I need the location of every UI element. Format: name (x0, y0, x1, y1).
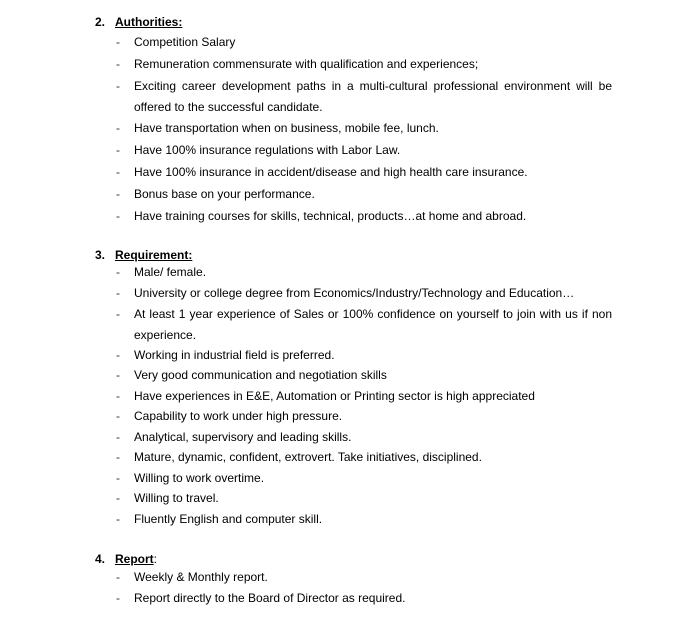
bullet-dash: - (116, 450, 120, 464)
list-item (116, 184, 612, 205)
list-item (116, 118, 612, 139)
bullet-dash: - (116, 35, 120, 49)
list-item-text: Willing to travel. (134, 491, 219, 505)
list-item-text: University or college degree from Economics/Industry/Technology and Education… (134, 286, 575, 300)
list-item-text: Exciting career development paths in a multi-cultural professional environment will be offered to the successful candidate. (134, 79, 612, 114)
list-item (116, 468, 612, 489)
list-item (116, 345, 612, 366)
section-title: Report (115, 552, 154, 566)
list-item (116, 386, 612, 407)
list-item-text: Mature, dynamic, confident, extrovert. Take initiatives, disciplined. (134, 450, 482, 464)
list-item-text: Competition Salary (134, 35, 236, 49)
section-number: 2. (95, 15, 106, 29)
bullet-dash: - (116, 79, 120, 93)
bullet-dash: - (116, 187, 120, 201)
list-item-text: Have transportation when on business, mobile fee, lunch. (134, 121, 439, 135)
bullet-dash: - (116, 265, 120, 279)
list-item-text: Have 100% insurance regulations with Labor Law. (134, 143, 401, 157)
bullet-dash: - (116, 348, 120, 362)
list-item-text: Weekly & Monthly report. (134, 570, 268, 584)
bullet-dash: - (116, 57, 120, 71)
section-title-colon: : (153, 552, 158, 566)
list-item (116, 588, 612, 609)
section-number: 3. (95, 248, 106, 262)
list-item-text: Capability to work under high pressure. (134, 409, 343, 423)
list-item-text: Analytical, supervisory and leading skills. (134, 430, 352, 444)
list-item (116, 32, 612, 53)
section-number: 4. (95, 552, 106, 566)
section-heading-report (95, 552, 157, 566)
bullet-dash: - (116, 591, 120, 605)
bullet-dash: - (116, 409, 120, 423)
list-item (116, 509, 612, 530)
list-item (116, 447, 612, 468)
list-item-text: Male/ female. (134, 265, 207, 279)
list-item (116, 304, 612, 345)
bullet-dash: - (116, 430, 120, 444)
bullet-dash: - (116, 389, 120, 403)
bullet-dash: - (116, 121, 120, 135)
bullet-dash: - (116, 368, 120, 382)
list-item (116, 162, 612, 183)
section-title: Authorities: (115, 15, 183, 29)
section-title: Requirement: (115, 248, 193, 262)
section-heading-requirement (95, 248, 192, 262)
list-item-text: Have experiences in E&E, Automation or Printing sector is high appreciated (134, 389, 535, 403)
bullet-dash: - (116, 512, 120, 526)
list-item (116, 406, 612, 427)
list-item-text: Fluently English and computer skill. (134, 512, 323, 526)
bullet-dash: - (116, 209, 120, 223)
bullet-dash: - (116, 286, 120, 300)
list-item (116, 54, 612, 75)
list-item-text: Have training courses for skills, technical, products…at home and abroad. (134, 209, 527, 223)
list-item (116, 140, 612, 161)
list-item-text: Working in industrial field is preferred. (134, 348, 335, 362)
bullet-dash: - (116, 143, 120, 157)
bullet-dash: - (116, 165, 120, 179)
list-item (116, 365, 612, 386)
list-item-text: Remuneration commensurate with qualification and experiences; (134, 57, 479, 71)
list-item-text: Bonus base on your performance. (134, 187, 315, 201)
list-item-text: Have 100% insurance in accident/disease and high health care insurance. (134, 165, 528, 179)
list-item-text: Willing to work overtime. (134, 471, 265, 485)
list-item (116, 427, 612, 448)
list-item (116, 206, 612, 227)
list-item (116, 283, 612, 304)
section-heading-authorities (95, 15, 182, 29)
list-item (116, 76, 612, 117)
bullet-dash: - (116, 570, 120, 584)
list-item-text: Very good communication and negotiation skills (134, 368, 387, 382)
bullet-dash: - (116, 491, 120, 505)
bullet-dash: - (116, 307, 120, 321)
list-item (116, 262, 612, 283)
bullet-dash: - (116, 471, 120, 485)
list-item-text: Report directly to the Board of Director as required. (134, 591, 406, 605)
list-item (116, 488, 612, 509)
list-item (116, 567, 612, 588)
list-item-text: At least 1 year experience of Sales or 100% confidence on yourself to join with us if non experience. (134, 307, 612, 342)
